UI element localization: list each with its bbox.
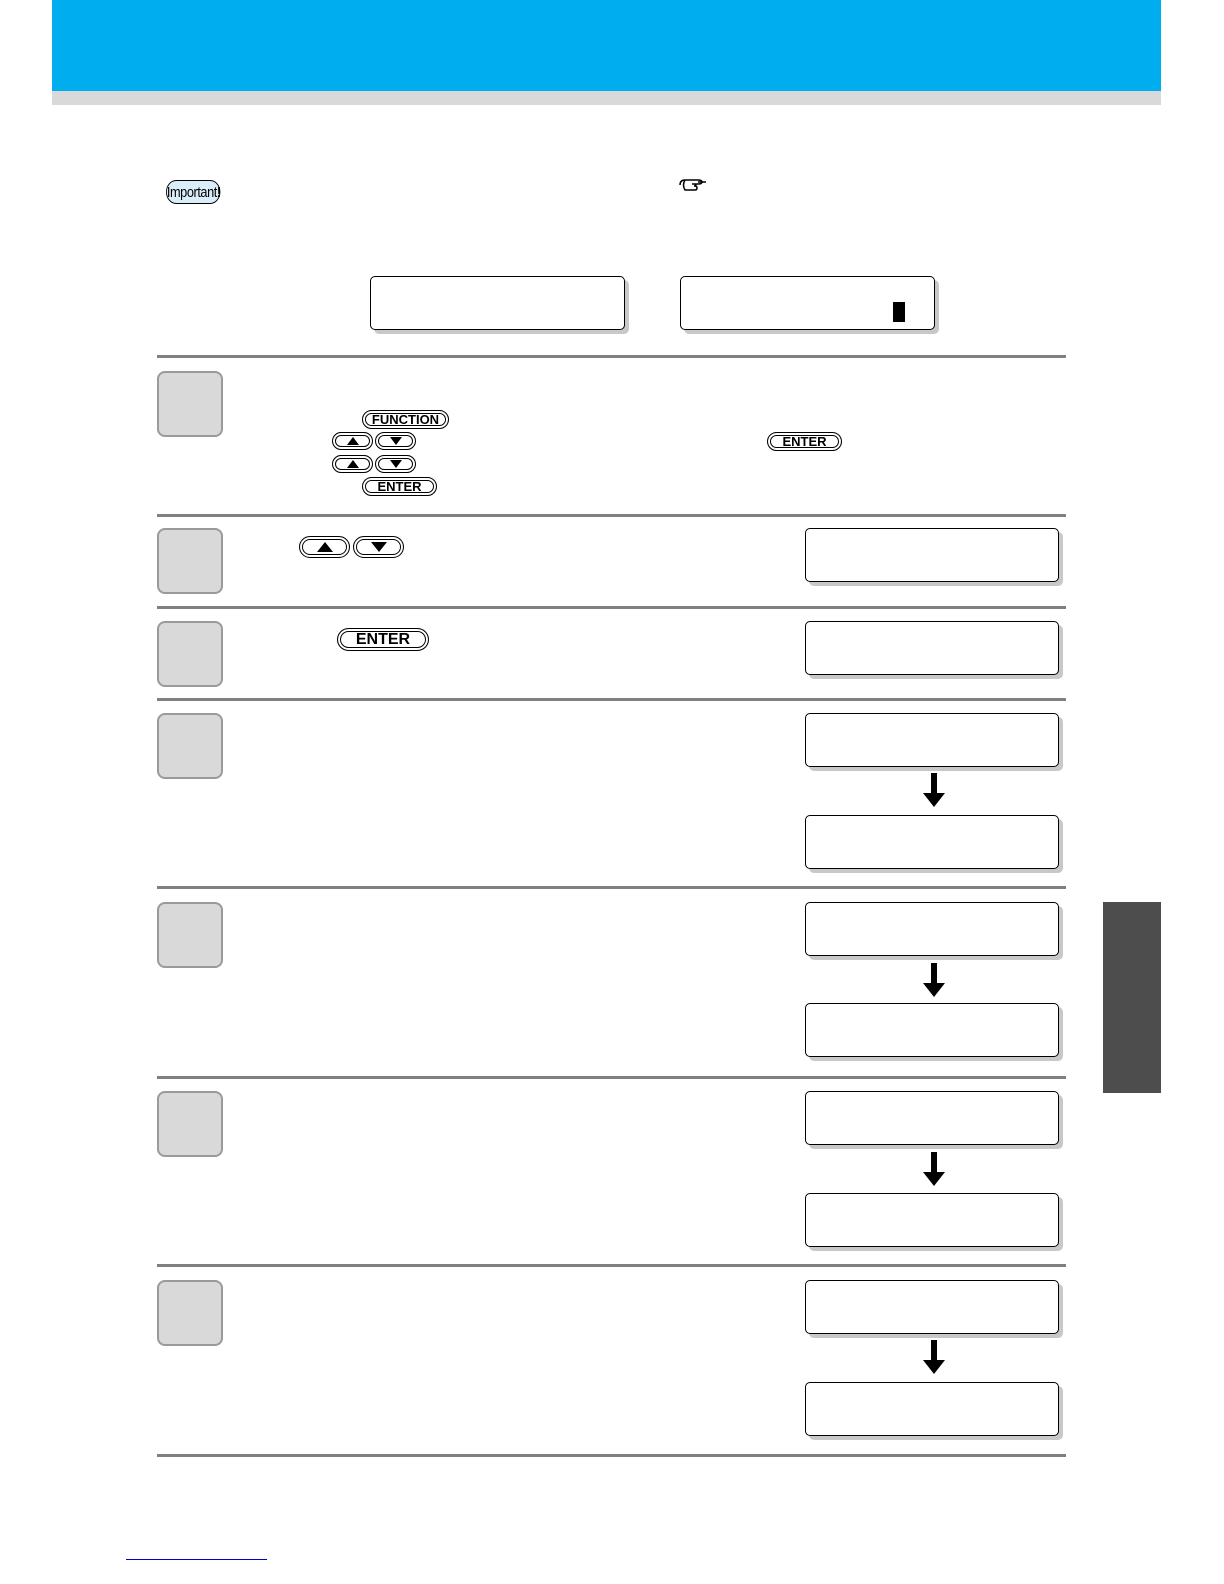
section-divider [157,886,1066,889]
up-key[interactable] [332,432,373,450]
step-number-box [157,528,223,594]
section-divider [157,355,1066,358]
down-triangle-icon [390,460,402,468]
down-key[interactable] [353,536,404,558]
function-key[interactable] [362,410,449,429]
header-shadow [52,91,1161,105]
header-band [52,0,1161,91]
enter-key-label: ENTER [355,630,411,648]
pointing-hand-icon [678,176,708,194]
important-badge-mark: ! [216,184,221,201]
important-badge-label: Important [166,184,217,201]
section-divider [157,1454,1066,1457]
enter-key[interactable] [337,628,429,651]
section-divider [157,1264,1066,1267]
lcd-cursor [893,302,905,322]
up-key[interactable] [332,455,373,473]
down-triangle-icon [390,437,402,445]
up-key[interactable] [299,536,350,558]
step-number-box [157,1280,223,1346]
chapter-side-tab [1103,902,1161,1093]
lcd-display [805,902,1059,956]
step-number-box [157,902,223,968]
enter-key-label: ENTER [377,479,422,494]
footer-link-underline [126,1559,267,1560]
down-triangle-icon [371,542,387,552]
down-arrow-icon [922,963,946,997]
down-key[interactable] [375,455,416,473]
lcd-display [805,1091,1059,1145]
lcd-display [805,713,1059,767]
lcd-display-reference-1 [370,276,625,330]
step-number-box [157,713,223,779]
lcd-display [805,1193,1059,1247]
step-number-box [157,1091,223,1157]
lcd-display [805,621,1059,675]
lcd-display [805,1382,1059,1436]
enter-key-label: ENTER [782,434,827,449]
down-key[interactable] [375,432,416,450]
step-number-box [157,371,223,437]
lcd-display [805,528,1059,582]
lcd-display [805,1280,1059,1334]
down-arrow-icon [922,773,946,807]
section-divider [157,1076,1066,1079]
enter-key[interactable] [362,477,437,496]
up-triangle-icon [347,460,359,468]
enter-key[interactable] [767,432,842,451]
lcd-display [805,1003,1059,1057]
section-divider [157,698,1066,701]
section-divider [157,514,1066,517]
function-key-label: FUNCTION [371,412,440,427]
down-arrow-icon [922,1152,946,1186]
up-triangle-icon [347,437,359,445]
step-number-box [157,621,223,687]
section-divider [157,606,1066,609]
lcd-display-reference-2 [680,276,935,330]
lcd-display [805,815,1059,869]
up-triangle-icon [317,542,333,552]
important-badge [166,180,220,204]
down-arrow-icon [922,1340,946,1374]
